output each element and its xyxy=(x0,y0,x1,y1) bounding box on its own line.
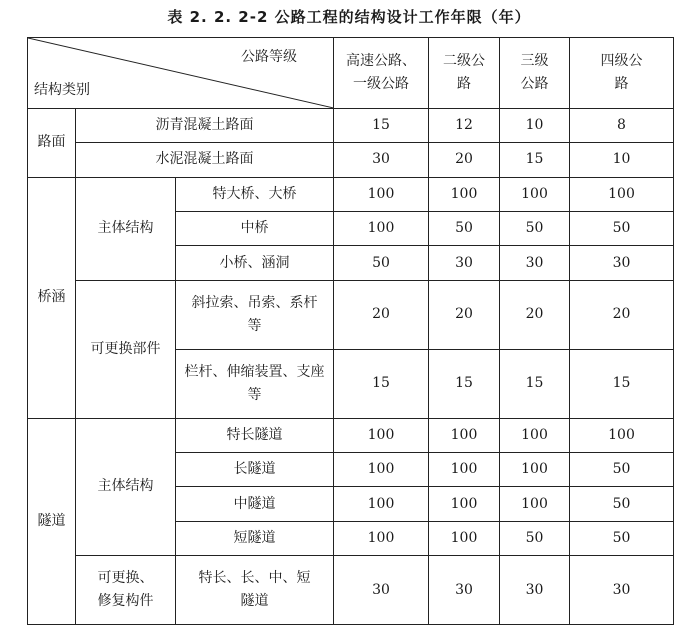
col-header-grade2: 二级公路 xyxy=(429,38,500,109)
value-cell: 30 xyxy=(429,556,500,625)
row-label: 短隧道 xyxy=(176,521,334,555)
table-row xyxy=(28,177,674,211)
value-cell: 50 xyxy=(429,212,500,246)
value-cell: 100 xyxy=(334,212,429,246)
value-cell: 100 xyxy=(334,521,429,555)
value-cell: 30 xyxy=(500,246,570,280)
value-cell: 15 xyxy=(334,349,429,418)
col-header-expressway: 高速公路、一级公路 xyxy=(334,38,429,109)
value-cell: 100 xyxy=(429,452,500,486)
row-label: 长隧道 xyxy=(176,452,334,486)
row-label: 栏杆、伸缩装置、支座等 xyxy=(176,349,334,418)
value-cell: 100 xyxy=(429,177,500,211)
value-cell: 50 xyxy=(334,246,429,280)
value-cell: 15 xyxy=(500,349,570,418)
value-cell: 100 xyxy=(334,418,429,452)
value-cell: 20 xyxy=(570,280,674,349)
value-cell: 20 xyxy=(500,280,570,349)
row-label: 斜拉索、吊索、系杆等 xyxy=(176,280,334,349)
col-header-grade3: 三级公路 xyxy=(500,38,570,109)
subcategory-tunnel-replaceable: 可更换、修复构件 xyxy=(76,556,176,625)
col-header-grade4: 四级公路 xyxy=(570,38,674,109)
category-bridge: 桥涵 xyxy=(28,177,76,418)
row-label: 水泥混凝土路面 xyxy=(76,143,334,177)
value-cell: 100 xyxy=(570,418,674,452)
table-title: 表 2. 2. 2-2 公路工程的结构设计工作年限（年） xyxy=(167,8,531,26)
value-cell: 15 xyxy=(570,349,674,418)
header-row xyxy=(28,38,674,109)
value-cell: 50 xyxy=(570,521,674,555)
value-cell: 15 xyxy=(429,349,500,418)
row-label: 沥青混凝土路面 xyxy=(76,108,334,142)
category-tunnel: 隧道 xyxy=(28,418,76,625)
value-cell: 30 xyxy=(429,246,500,280)
value-cell: 100 xyxy=(334,177,429,211)
corner-header-cell xyxy=(28,38,334,109)
row-label: 特长隧道 xyxy=(176,418,334,452)
value-cell: 15 xyxy=(500,143,570,177)
value-cell: 30 xyxy=(334,143,429,177)
row-label: 小桥、涵洞 xyxy=(176,246,334,280)
value-cell: 50 xyxy=(500,212,570,246)
value-cell: 100 xyxy=(500,452,570,486)
value-cell: 100 xyxy=(500,487,570,521)
value-cell: 100 xyxy=(429,487,500,521)
subcategory-bridge-replaceable: 可更换部件 xyxy=(76,280,176,418)
value-cell: 50 xyxy=(570,452,674,486)
row-label: 特大桥、大桥 xyxy=(176,177,334,211)
value-cell: 100 xyxy=(429,521,500,555)
value-cell: 30 xyxy=(570,246,674,280)
value-cell: 10 xyxy=(570,143,674,177)
value-cell: 30 xyxy=(500,556,570,625)
row-label: 中桥 xyxy=(176,212,334,246)
table-row xyxy=(28,108,674,142)
row-label: 特长、长、中、短隧道 xyxy=(176,556,334,625)
value-cell: 30 xyxy=(334,556,429,625)
structure-type-label: 结构类别 xyxy=(34,81,90,98)
table-row xyxy=(28,280,674,349)
row-label: 中隧道 xyxy=(176,487,334,521)
value-cell: 20 xyxy=(429,280,500,349)
value-cell: 100 xyxy=(334,487,429,521)
value-cell: 30 xyxy=(570,556,674,625)
road-grade-label: 公路等级 xyxy=(241,49,298,65)
value-cell: 50 xyxy=(570,487,674,521)
value-cell: 100 xyxy=(429,418,500,452)
value-cell: 10 xyxy=(500,108,570,142)
value-cell: 100 xyxy=(334,452,429,486)
value-cell: 12 xyxy=(429,108,500,142)
table-row xyxy=(28,418,674,452)
value-cell: 50 xyxy=(570,212,674,246)
subcategory-bridge-main: 主体结构 xyxy=(76,177,176,280)
value-cell: 8 xyxy=(570,108,674,142)
value-cell: 100 xyxy=(570,177,674,211)
value-cell: 100 xyxy=(500,177,570,211)
subcategory-tunnel-main: 主体结构 xyxy=(76,418,176,556)
value-cell: 15 xyxy=(334,108,429,142)
table-row xyxy=(28,143,674,177)
design-life-table xyxy=(27,37,674,625)
value-cell: 50 xyxy=(500,521,570,555)
value-cell: 100 xyxy=(500,418,570,452)
table-row xyxy=(28,556,674,625)
value-cell: 20 xyxy=(429,143,500,177)
category-road: 路面 xyxy=(28,108,76,177)
value-cell: 20 xyxy=(334,280,429,349)
